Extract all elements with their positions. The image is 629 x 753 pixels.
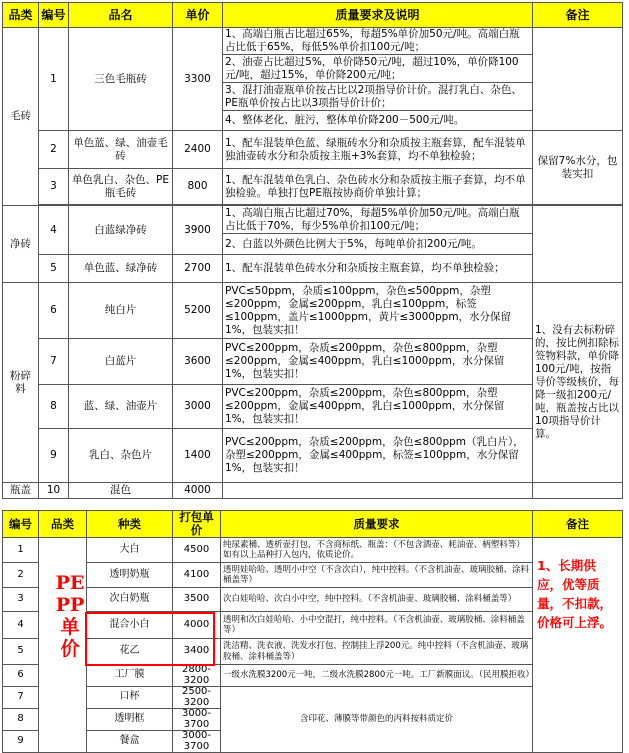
header-note: 备注 xyxy=(533,3,623,28)
table-row xyxy=(3,563,623,588)
row-name: 单色乳白、杂色、PE瓶毛砖 xyxy=(69,169,173,205)
table-row xyxy=(3,385,623,429)
note-empty xyxy=(533,28,623,131)
row-number: 3 xyxy=(39,169,69,205)
header-category: 品类 xyxy=(39,511,87,538)
row-kind: 大白 xyxy=(87,538,173,563)
category-jingz: 净砖 xyxy=(3,206,39,283)
row-number: 2 xyxy=(39,131,69,169)
row-desc: 1、高端白瓶占比超过70%，每超5%单价加50元/吨。高端白瓶占比低于70%，每少5%单价扣100元/吨； xyxy=(223,206,533,234)
note-fensui: 1、没有去标粉碎的，按比例扣除标签物料款，单价降100元/吨，按指导价等级核价，每降一级扣200元/吨，瓶盖按占比以10项指导价计算。 xyxy=(533,283,623,483)
upper-header-row xyxy=(3,3,623,28)
row-price: 4100 xyxy=(173,563,221,588)
row-kind: 透明框 xyxy=(87,709,173,731)
row-name: 白蓝绿净砖 xyxy=(69,206,173,255)
row-desc xyxy=(223,483,533,499)
row-price: 2700 xyxy=(173,255,223,283)
table-row xyxy=(3,429,623,483)
table-row xyxy=(3,588,623,612)
row-desc: PVC≤50ppm，杂质≤100ppm，杂色≤500ppm，杂塑≤200ppm，金属≤200ppm，乳白≤100ppm，标签≤100ppm，盖片≤1000ppm，黄片≤3000ppm，水分保留1%，包装实扣！ xyxy=(223,283,533,339)
row-number: 3 xyxy=(3,588,39,612)
row-desc: 2、油壶占比超过5%，单价降50元/吨，超过10%，单价降100元/吨，超过15%，单价降200元/吨； xyxy=(223,55,533,83)
row-name: 乳白、杂色片 xyxy=(69,429,173,483)
row-number: 8 xyxy=(39,385,69,429)
row-price: 3600 xyxy=(173,339,223,385)
row-desc: 1、配车混装单色乳白、杂色砖水分和杂质按主瓶子套算，均不单独检验。单独打包PE瓶按协商价单独计算； xyxy=(223,169,533,205)
row-price: 2500-3200 xyxy=(173,687,221,709)
row-number: 6 xyxy=(39,283,69,339)
row-price: 3000-3700 xyxy=(173,709,221,731)
upper-price-table xyxy=(2,2,623,499)
row-price: 3000 xyxy=(173,385,223,429)
row-number: 2 xyxy=(3,563,39,588)
table-row xyxy=(3,206,623,234)
table-row xyxy=(3,483,623,499)
row-kind: 花乙 xyxy=(87,639,173,665)
row-price: 3400 xyxy=(173,639,221,665)
header-number: 编号 xyxy=(39,3,69,28)
row-price: 1400 xyxy=(173,429,223,483)
row-price: 3500 xyxy=(173,588,221,612)
row-price: 2800-3200 xyxy=(173,665,221,687)
row-kind: 口杯 xyxy=(87,687,173,709)
row-desc: PVC≤200ppm，杂质≤200ppm，杂色≤800ppm，杂塑≤200ppm，金属≤400ppm，乳白≤1000ppm，水分保留1%，包装实扣！ xyxy=(223,339,533,385)
table-row xyxy=(3,339,623,385)
row-desc: 1、高端白瓶占比超过65%，每超5%单价加50元/吨。高端白瓶占比低于65%，每低5%单价扣100元/吨； xyxy=(223,28,533,55)
row-kind: 透明奶瓶 xyxy=(87,563,173,588)
row-desc: PVC≤200ppm，杂质≤200ppm，杂色≤800ppm，杂塑≤200ppm，金属≤400ppm，乳白≤1000ppm，水分保留1%，包装实扣！ xyxy=(223,385,533,429)
row-number: 4 xyxy=(3,612,39,639)
row-number: 9 xyxy=(39,429,69,483)
table-row xyxy=(3,131,623,169)
row-number: 10 xyxy=(39,483,69,499)
highlight-box xyxy=(85,612,215,666)
table-row xyxy=(3,687,623,709)
note-maoz: 保留7%水分，包装实扣 xyxy=(533,131,623,205)
category-fensui: 粉碎料 xyxy=(3,283,39,483)
lower-header-row xyxy=(3,511,623,538)
row-price: 2400 xyxy=(173,131,223,169)
row-desc: 4、整体老化、脏污，整体单价降200－500元/吨。 xyxy=(223,111,533,131)
row-name: 白蓝片 xyxy=(69,339,173,385)
header-category: 品类 xyxy=(3,3,39,28)
row-price: 4000 xyxy=(173,483,223,499)
header-kind: 种类 xyxy=(87,511,173,538)
row-number: 4 xyxy=(39,206,69,255)
table-row xyxy=(3,28,623,55)
row-number: 9 xyxy=(3,731,39,753)
header-quality: 质量要求及说明 xyxy=(223,3,533,28)
row-number: 6 xyxy=(3,665,39,687)
row-desc: PVC≤200ppm，杂质≤200ppm，杂色≤800ppm（乳白片），杂塑≤200ppm，金属≤400ppm，标签≤100ppm，水分保留1%，包装实扣！ xyxy=(223,429,533,483)
note-empty xyxy=(533,206,623,283)
row-req: 含印花、薄膜等带颜色的丙料按料质定价 xyxy=(221,687,533,753)
header-pack-price: 打包单价 xyxy=(173,511,221,538)
row-kind: 次白奶瓶 xyxy=(87,588,173,612)
header-price: 单价 xyxy=(173,3,223,28)
header-quality: 质量要求 xyxy=(221,511,533,538)
note-empty xyxy=(533,483,623,499)
row-number: 1 xyxy=(3,538,39,563)
row-req: 透明娃哈哈、透明小中空（不含次白），纯中控料。（不含机油壶、玻璃胶桶、涂料桶盖等） xyxy=(221,563,533,588)
table-row xyxy=(3,665,623,687)
row-name: 混色 xyxy=(69,483,173,499)
row-req: 洗洁精、洗衣液、洗发水打包，控制挂上浮200元。纯中控料（不含机油壶、玻璃胶桶、涂料桶盖等） xyxy=(221,639,533,665)
row-desc: 3、混打油壶瓶单价按占比以2项指导价计价。混打乳白、杂色、PE瓶单价按占比以3项指导价计价； xyxy=(223,83,533,111)
row-number: 1 xyxy=(39,28,69,131)
table-row xyxy=(3,255,623,283)
row-req: 一级水洗膜3200元一吨，二级水洗膜2800元一吨。工厂新膜面议。（民用膜拒收） xyxy=(221,665,533,687)
row-price: 4500 xyxy=(173,538,221,563)
row-number: 8 xyxy=(3,709,39,731)
header-number: 编号 xyxy=(3,511,39,538)
row-number: 5 xyxy=(39,255,69,283)
table-row xyxy=(3,538,623,563)
row-kind: 混合小白 xyxy=(87,612,173,639)
row-name: 单色蓝、绿、油壶毛砖 xyxy=(69,131,173,169)
row-number: 7 xyxy=(3,687,39,709)
row-price: 5200 xyxy=(173,283,223,339)
row-price: 4000 xyxy=(173,612,221,639)
row-name: 三色毛瓶砖 xyxy=(69,28,173,131)
table-row xyxy=(3,283,623,339)
category-pinggai: 瓶盖 xyxy=(3,483,39,499)
row-price: 3300 xyxy=(173,28,223,131)
row-name: 单色蓝、绿净砖 xyxy=(69,255,173,283)
row-number: 7 xyxy=(39,339,69,385)
row-desc: 2、白蓝以外颜色比例大于5%，每吨单价扣200元/吨。 xyxy=(223,234,533,255)
row-kind: 工厂膜 xyxy=(87,665,173,687)
row-price: 3900 xyxy=(173,206,223,255)
row-desc: 1、配车混装单色砖水分和杂质按主瓶套算，均不单独检验； xyxy=(223,255,533,283)
row-price: 800 xyxy=(173,169,223,205)
category-maoz: 毛砖 xyxy=(3,28,39,206)
row-kind: 餐盒 xyxy=(87,731,173,753)
header-name: 品名 xyxy=(69,3,173,28)
pe-pp-unit-price-label: PE PP 单价 xyxy=(55,572,85,660)
header-note: 备注 xyxy=(533,511,623,538)
row-name: 蓝、绿、油壶片 xyxy=(69,385,173,429)
table-row xyxy=(3,169,623,205)
row-price: 3000-3700 xyxy=(173,731,221,753)
row-name: 纯白片 xyxy=(69,283,173,339)
row-req: 透明和次白娃哈哈、小中空混打，纯中控料。（不含机油壶、玻璃胶桶、涂料桶盖等） xyxy=(221,612,533,639)
row-req: 纯尿素桶、透析壶打包，不含商标纸、瓶盖：（不包含酒壶、耗油壶、柄塑料等）如有以上品种打入包内，依质论价。 xyxy=(221,538,533,563)
long-term-supply-note: 1、长期供应，优等质量，不扣款，价格可上浮。 xyxy=(537,558,613,630)
row-req: 次白娃哈哈、次白小中空，纯中控料。（不含机油壶、玻璃胶桶、涂料桶盖等） xyxy=(221,588,533,612)
row-desc: 1、配车混装单色蓝、绿瓶砖水分和杂质按主瓶套算，配车混装单独油壶砖水分和杂质按主瓶+3%套算，均不单独检验； xyxy=(223,131,533,169)
row-number: 5 xyxy=(3,639,39,665)
